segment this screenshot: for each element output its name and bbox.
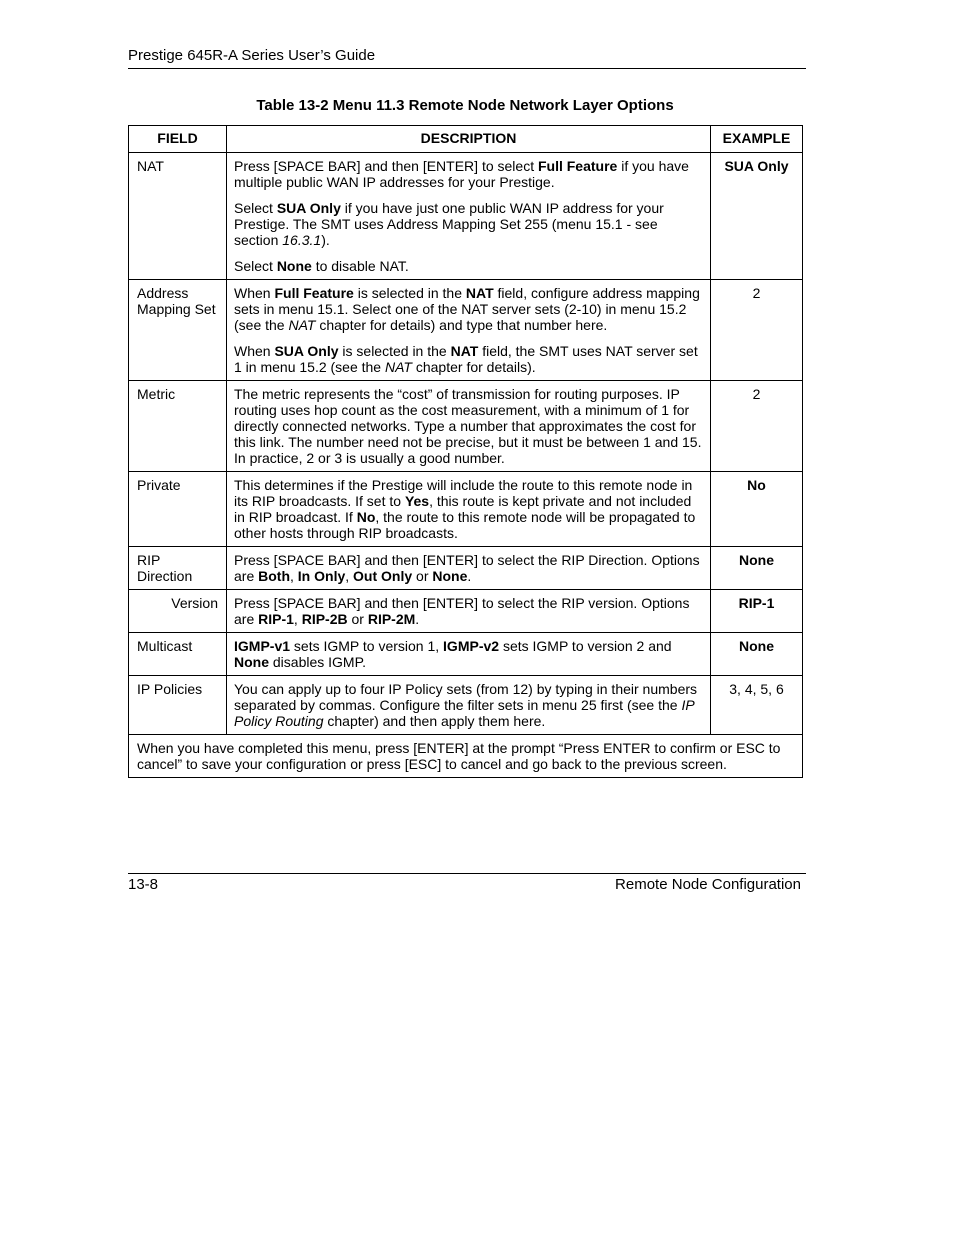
field-description — [227, 153, 711, 280]
text: , — [293, 611, 302, 627]
text: or — [412, 568, 433, 584]
column-header-field: FIELD — [129, 126, 227, 153]
table-row — [129, 472, 803, 547]
text: chapter) and then apply them here. — [323, 713, 546, 729]
table-row — [129, 633, 803, 676]
field-name-line: RIP — [137, 552, 161, 568]
field-name: Metric — [129, 381, 227, 472]
text: , this route is kept private and not included in RIP broadcast. If — [234, 493, 692, 525]
field-name — [129, 280, 227, 381]
text: field, configure address mapping sets in menu 15.1. Select one of the NAT server sets (2-10) in menu 15.2 (see the — [234, 285, 700, 333]
network-layer-options-table — [128, 125, 803, 778]
bold-term: NAT — [450, 343, 479, 359]
text: sets IGMP to version 2 and — [499, 638, 672, 654]
table-row — [129, 381, 803, 472]
bold-term: SUA Only — [276, 200, 341, 216]
text: or — [347, 611, 368, 627]
bold-term: RIP-1 — [258, 611, 294, 627]
field-example: None — [711, 633, 803, 676]
text: This determines if the Prestige will include the route to this remote node in its RIP broadcasts. If set to — [234, 477, 693, 509]
table-row — [129, 676, 803, 735]
field-example: SUA Only — [711, 153, 803, 280]
bold-term: RIP-2M — [367, 611, 416, 627]
field-example: 3, 4, 5, 6 — [711, 676, 803, 735]
text: Press [SPACE BAR] and then [ENTER] to select — [234, 158, 538, 174]
table-header-row — [129, 126, 803, 153]
table-row — [129, 280, 803, 381]
text: . — [415, 611, 420, 627]
bold-term: None — [432, 568, 468, 584]
table-caption: Table 13-2 Menu 11.3 Remote Node Network Layer Options — [256, 97, 674, 114]
text: , — [290, 568, 298, 584]
field-example: 2 — [711, 381, 803, 472]
text: chapter for details) and type that number here. — [315, 317, 608, 333]
page-footer — [128, 873, 806, 900]
bold-term: Full Feature — [537, 158, 618, 174]
text: disables IGMP. — [269, 654, 367, 670]
section-name: Remote Node Configuration — [615, 876, 801, 893]
text: Press [SPACE BAR] and then [ENTER] to select the RIP version. Options are — [234, 595, 690, 627]
table-row — [129, 153, 803, 280]
chapter-reference: IP Policy Routing — [234, 697, 695, 729]
text: When — [234, 285, 275, 301]
bold-term: IGMP-v1 — [234, 638, 291, 654]
page-number: 13-8 — [128, 876, 159, 893]
text: Select — [234, 258, 277, 274]
bold-term: IGMP-v2 — [443, 638, 500, 654]
text: if you have multiple public WAN IP addresses for your Prestige. — [234, 158, 689, 190]
field-description — [227, 676, 711, 735]
text: chapter for details). — [411, 359, 536, 375]
guide-title: Prestige 645R-A Series User’s Guide — [128, 47, 376, 64]
field-name: Private — [129, 472, 227, 547]
field-name-line: Mapping Set — [137, 301, 216, 317]
field-name-line: Direction — [137, 568, 193, 584]
text: ). — [321, 232, 330, 248]
table-row — [129, 590, 803, 633]
text: , — [345, 568, 354, 584]
text: You can apply up to four IP Policy sets (from 12) by typing in their numbers separated by commas. Configure the filter sets in menu 25 first (see the — [234, 681, 698, 713]
table-note-row — [129, 735, 803, 778]
bold-term: Both — [258, 568, 291, 584]
text: to disable NAT. — [311, 258, 409, 274]
column-header-example: EXAMPLE — [711, 126, 803, 153]
field-name: Multicast — [129, 633, 227, 676]
bold-term: In Only — [297, 568, 346, 584]
field-name-line: Address — [137, 285, 189, 301]
bold-term: Yes — [404, 493, 430, 509]
field-example: 2 — [711, 280, 803, 381]
bold-term: SUA Only — [274, 343, 339, 359]
field-example: No — [711, 472, 803, 547]
column-header-description: DESCRIPTION — [227, 126, 711, 153]
field-example: RIP-1 — [711, 590, 803, 633]
text: Select — [234, 200, 277, 216]
bold-term: RIP-2B — [301, 611, 348, 627]
field-description — [227, 472, 711, 547]
text: sets IGMP to version 1, — [290, 638, 444, 654]
bold-term: None — [276, 258, 312, 274]
bold-term: None — [234, 654, 269, 670]
bold-term: Full Feature — [274, 285, 354, 301]
text: field, the SMT uses NAT server set 1 in menu 15.2 (see the — [234, 343, 698, 375]
field-name: NAT — [129, 153, 227, 280]
field-name — [129, 547, 227, 590]
bold-term: No — [356, 509, 376, 525]
field-description: The metric represents the “cost” of transmission for routing purposes. IP routing uses hop count as the cost measurement, with a minimum of 1 for directly connected networks. Type a number that approximates the cost for this link. The number need not be precise, but it must be between 1 and 15. In practice, 2 or 3 is usually a good number. — [227, 381, 711, 472]
field-name: IP Policies — [129, 676, 227, 735]
section-reference: 16.3.1 — [282, 232, 322, 248]
field-name: Version — [129, 590, 227, 633]
chapter-reference: NAT — [385, 359, 412, 375]
text: . — [467, 568, 472, 584]
bold-term: Out Only — [353, 568, 413, 584]
text: if you have just one public WAN IP address for your Prestige. The SMT uses Address Mapping Set 255 (menu 15.1 - see section — [234, 200, 664, 248]
text: , the route to this remote node will be propagated to other hosts through RIP broadcasts. — [234, 509, 696, 541]
field-example: None — [711, 547, 803, 590]
field-description — [227, 547, 711, 590]
field-description — [227, 280, 711, 381]
table-row — [129, 547, 803, 590]
page-header — [128, 46, 806, 69]
field-description — [227, 590, 711, 633]
text: Press [SPACE BAR] and then [ENTER] to select the RIP Direction. Options are — [234, 552, 700, 584]
table-note: When you have completed this menu, press [ENTER] at the prompt “Press ENTER to confirm or ESC to cancel” to save your configuration or press [ESC] to cancel and go back to the previous screen. — [129, 735, 803, 778]
text: is selected in the — [353, 285, 466, 301]
text: is selected in the — [338, 343, 451, 359]
chapter-reference: NAT — [288, 317, 316, 333]
text: When — [234, 343, 275, 359]
field-description — [227, 633, 711, 676]
bold-term: NAT — [465, 285, 494, 301]
